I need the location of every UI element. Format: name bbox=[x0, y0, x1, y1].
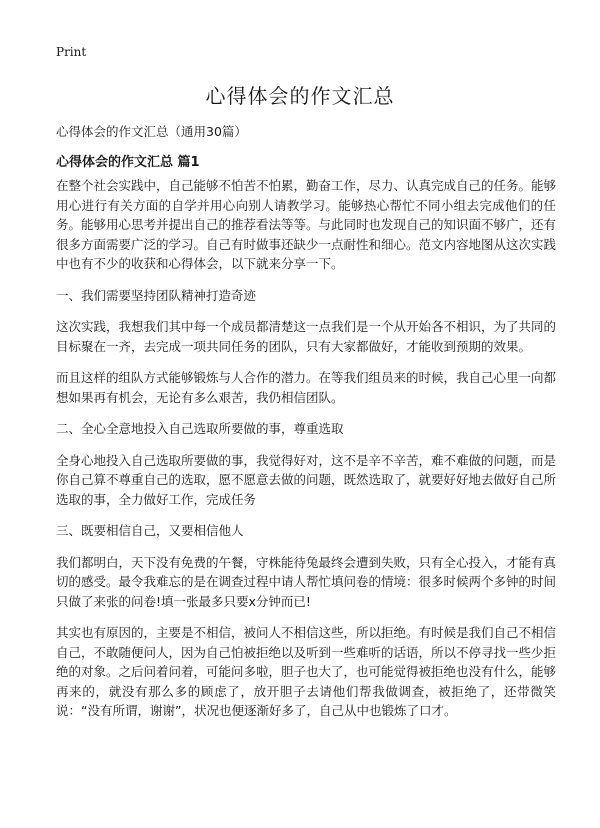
document-subtitle: 心得体会的作文汇总（通用30篇） bbox=[56, 124, 247, 139]
section-heading: 三、既要相信自己，又要相信他人 bbox=[56, 523, 244, 538]
paragraph: 全身心地投入自己选取所要做的事，我觉得好对，这不是辛不辛苦，难不难做的问题，而是你自己算不尊重自己的选取，愿不愿意去做的问题，既然选取了，就要好好地去做好自己所选取的事，全力做好工作，完成任务 bbox=[56, 452, 557, 507]
section-title: 心得体会的作文汇总 篇1 bbox=[56, 155, 200, 170]
paragraph: 其实也有原因的，主要是不相信，被问人不相信这些，所以拒绝。有时候是我们自己不相信自己，不敢随便问人，因为自己怕被拒绝以及听到一些难听的话语，所以不停寻找一些少拒绝的对象。之后问着问着，可能问多啦，胆子也大了，也可能觉得被拒绝也没有什么，能够再来的，就没有那么多的顾虑了，放开胆子去请他们帮我做调查，被拒绝了，还带微笑说：“没有所谓，谢谢”，状况也便逐渐好多了，自己从中也锻炼了口才。 bbox=[56, 625, 557, 718]
section-heading: 二、全心全意地投入自己选取所要做的事，尊重选取 bbox=[56, 421, 344, 436]
print-link[interactable]: Print bbox=[56, 45, 87, 59]
paragraph: 而且这样的组队方式能够锻炼与人合作的潜力。在等我们组员来的时候，我自己心里一向都想如果再有机会，无论有多么艰苦，我仍相信团队。 bbox=[56, 370, 557, 405]
paragraph: 这次实践，我想我们其中每一个成员都清楚这一点我们是一个从开始各不相识，为了共同的目标聚在一齐，去完成一项共同任务的团队，只有大家都做好，才能收到预期的效果。 bbox=[56, 319, 557, 354]
page-title: 心得体会的作文汇总 bbox=[205, 84, 395, 108]
paragraph: 在整个社会实践中，自己能够不怕苦不怕累，勤奋工作，尽力、认真完成自己的任务。能够用心进行有关方面的自学并用心向别人请教学习。能够热心帮忙不同小组去完成他们的任务。能够用心思考并提出自己的推荐看法等等。与此同时也发现自己的知识面不够广，还有很多方面需要广泛的学习。自己有时做事还缺少一点耐性和细心。范文内容地图从这次实践中也有不少的收获和心得体会，以下就来分享一下。 bbox=[56, 178, 557, 271]
paragraph: 我们都明白，天下没有免费的午餐，守株能待兔最终会遭到失败，只有全心投入，才能有真切的感受。最令我难忘的是在调查过程中请人帮忙填问卷的情境：很多时候两个多钟的时间只做了来张的问卷!填一张最多只要x分钟而已! bbox=[56, 554, 557, 609]
article-body bbox=[56, 176, 556, 733]
section-heading: 一、我们需要坚持团队精神打造奇迹 bbox=[56, 287, 257, 303]
